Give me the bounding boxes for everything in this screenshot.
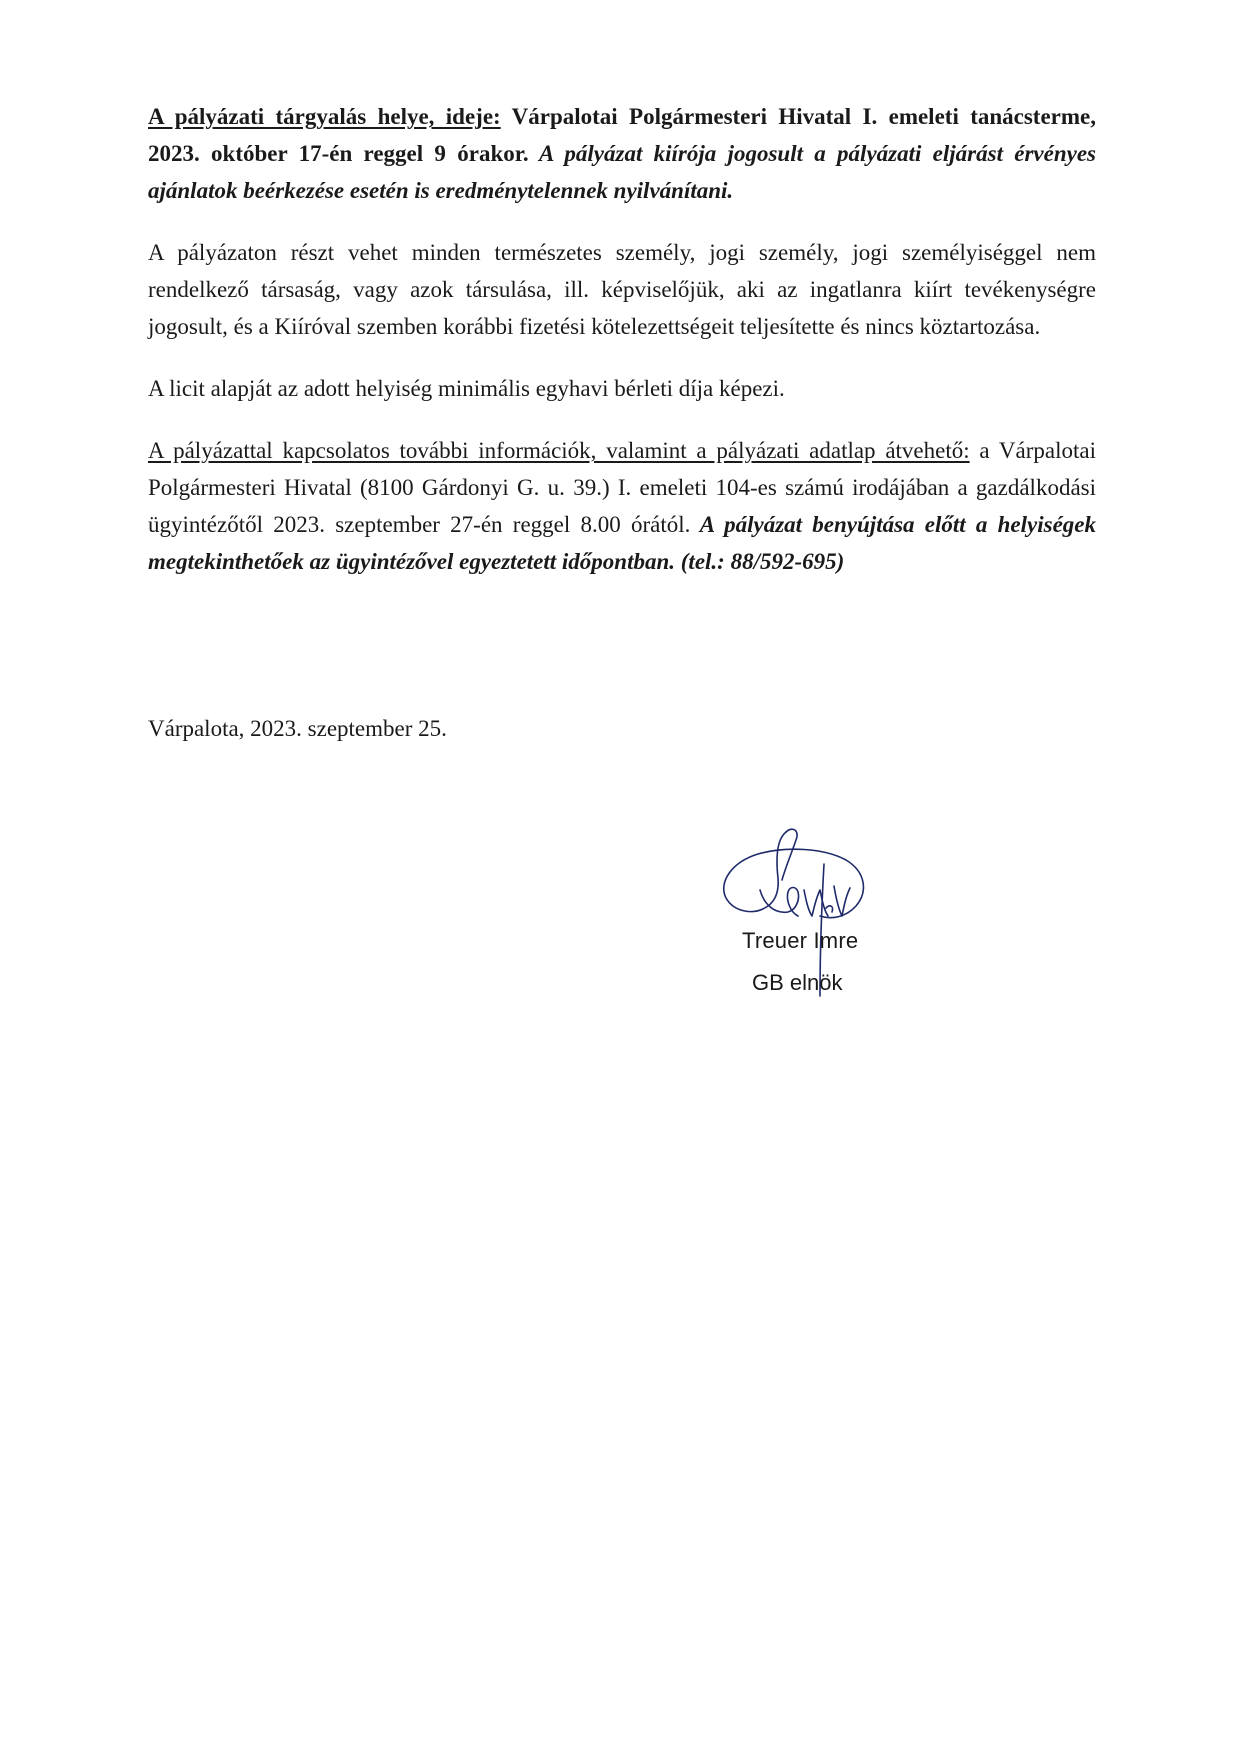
- paragraph-bid-basis: [148, 370, 1096, 407]
- signatory-title: GB elnök: [752, 970, 843, 995]
- signatory-name: Treuer Imre: [742, 928, 859, 953]
- paragraph-negotiation: [148, 98, 1096, 209]
- signature-block: [716, 820, 936, 1010]
- negotiation-details: Várpalotai Polgármesteri Hivatal I. emeleti tanácsterme, 2023. október 17-én reggel 9 órakor.: [148, 104, 1096, 166]
- information-label: A pályázattal kapcsolatos további információk, valamint a pályázati adatlap átvehető:: [148, 438, 970, 463]
- information-notice: A pályázat benyújtása előtt a helyiségek megtekinthetőek az ügyintézővel egyeztetett időpontban. (tel.: 88/592-695): [148, 512, 1096, 574]
- bid-basis-text: A licit alapját az adott helyiség minimális egyhavi bérleti díja képezi.: [148, 376, 785, 401]
- paragraph-eligibility: [148, 234, 1096, 345]
- negotiation-notice: A pályázat kiírója jogosult a pályázati eljárást érvényes ajánlatok beérkezése esetén is eredménytelennek nyilvánítani.: [148, 141, 1096, 203]
- eligibility-text: A pályázaton részt vehet minden természetes személy, jogi személy, jogi személyiséggel nem rendelkező társaság, vagy azok társulása, ill. képviselőjük, aki az ingatlanra kiírt tevékenységre jogosult, és a Kiíróval szemben korábbi fizetési kötelezettségeit teljesítette és nincs köztartozása.: [148, 240, 1096, 339]
- negotiation-label: A pályázati tárgyalás helye, ideje:: [148, 104, 501, 129]
- paragraph-information: [148, 432, 1096, 580]
- place-and-date: Várpalota, 2023. szeptember 25.: [148, 716, 447, 741]
- information-text: a Várpalotai Polgármesteri Hivatal (8100 Gárdonyi G. u. 39.) I. emeleti 104-es számú irodájában a gazdálkodási ügyintézőtől 2023. szeptember 27-én reggel 8.00 órától.: [148, 438, 1097, 537]
- document-body: [148, 98, 1096, 605]
